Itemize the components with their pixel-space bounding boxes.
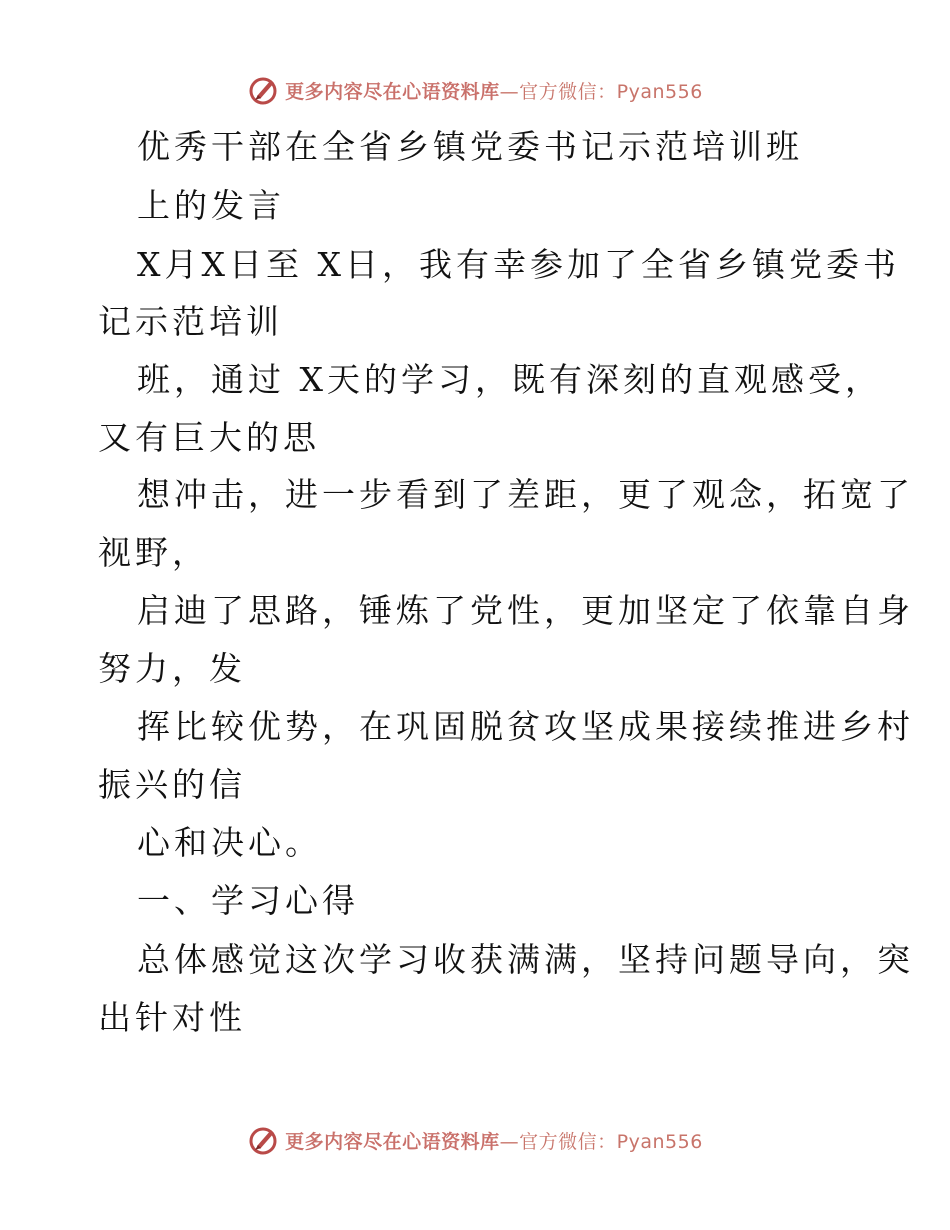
header-banner [0, 70, 950, 110]
doc-title-line-2: 上的发言 [137, 186, 285, 225]
doc-line-6: 又有巨大的思 [98, 418, 320, 457]
doc-section-heading: 一、学习心得 [137, 881, 359, 920]
header-banner-main: 更多内容尽在心语资料库 [285, 80, 500, 103]
doc-line-11: 挥比较优势，在巩固脱贫攻坚成果接续推进乡村 [137, 707, 914, 746]
doc-line-12: 振兴的信 [98, 765, 246, 804]
doc-line-9: 启迪了思路，锤炼了党性，更加坚定了依靠自身 [137, 591, 914, 630]
doc-line-3: X月X日至 X日，我有幸参加了全省乡镇党委书 [137, 245, 900, 284]
doc-line-7: 想冲击，进一步看到了差距，更了观念，拓宽了 [137, 475, 914, 514]
doc-line-13: 心和决心。 [137, 823, 322, 862]
quill-logo-icon [247, 1124, 279, 1156]
doc-line-5: 班，通过 X天的学习，既有深刻的直观感受， [137, 360, 882, 399]
doc-line-10: 努力，发 [98, 649, 246, 688]
quill-logo-icon [247, 74, 279, 106]
footer-banner-tail: —官方微信：Pyan556 [499, 1130, 703, 1153]
doc-line-8: 视野， [98, 533, 209, 572]
footer-banner [0, 1120, 950, 1160]
footer-banner-main: 更多内容尽在心语资料库 [285, 1130, 500, 1153]
doc-line-4: 记示范培训 [98, 302, 283, 341]
doc-line-15: 总体感觉这次学习收获满满，坚持问题导向，突 [137, 940, 914, 979]
doc-line-16: 出针对性 [98, 998, 246, 1037]
header-banner-tail: —官方微信：Pyan556 [499, 80, 703, 103]
doc-title-line-1: 优秀干部在全省乡镇党委书记示范培训班 [137, 127, 803, 166]
